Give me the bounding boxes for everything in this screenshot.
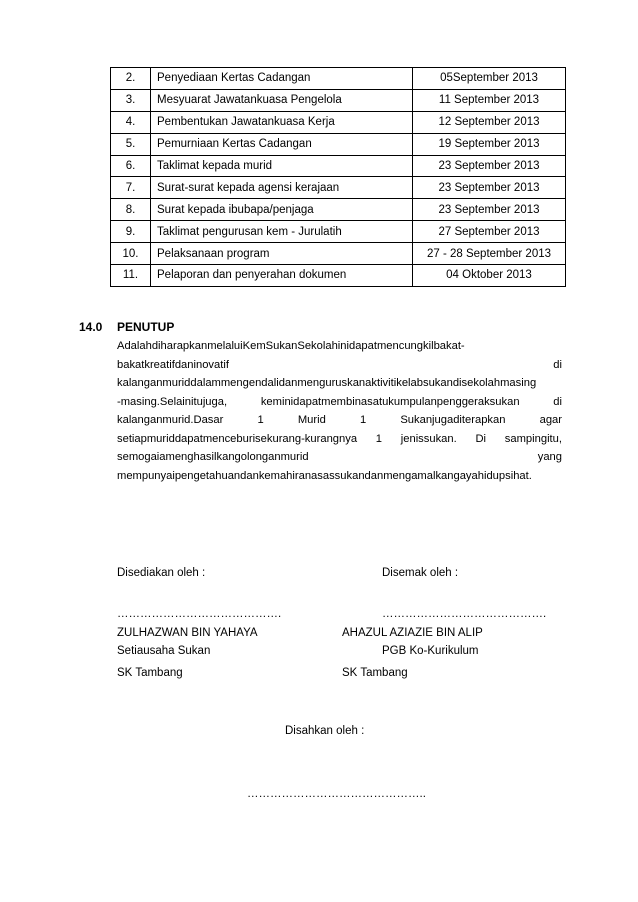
table-row (111, 177, 566, 199)
section-number: 14.0 (79, 320, 103, 334)
row-date: 23 September 2013 (413, 155, 566, 177)
table-row (111, 111, 566, 133)
row-activity: Pembentukan Jawatankuasa Kerja (151, 111, 413, 133)
table-row (111, 265, 566, 287)
row-date: 11 September 2013 (413, 89, 566, 111)
row-number: 2. (111, 68, 151, 90)
closing-paragraph (117, 337, 562, 485)
row-number: 6. (111, 155, 151, 177)
row-activity: Pelaporan dan penyerahan dokumen (151, 265, 413, 287)
row-activity: Penyediaan Kertas Cadangan (151, 68, 413, 90)
row-activity: Taklimat kepada murid (151, 155, 413, 177)
paragraph-line: kalanganmuriddalammengendalidanmenguruskanaktivitikelabsukandisekolahmasing (117, 377, 537, 389)
row-activity: Surat kepada ibubapa/penjaga (151, 199, 413, 221)
paragraph-line: bakatkreatifdaninovatif di (117, 358, 562, 371)
paragraph-line: -masing.Selainitujuga, keminidapatmembinasatukumpulanpenggeraksukan di (117, 395, 562, 408)
approval-signature-line: ……………………………………….. (247, 788, 426, 800)
right-signer-school: SK Tambang (342, 667, 408, 679)
row-activity: Pelaksanaan program (151, 243, 413, 265)
row-number: 5. (111, 133, 151, 155)
row-number: 8. (111, 199, 151, 221)
row-number: 10. (111, 243, 151, 265)
row-date: 04 Oktober 2013 (413, 265, 566, 287)
table-row (111, 243, 566, 265)
prepared-by-label: Disediakan oleh : (117, 567, 206, 579)
row-number: 3. (111, 89, 151, 111)
row-number: 7. (111, 177, 151, 199)
row-date: 27 September 2013 (413, 221, 566, 243)
paragraph-line: AdalahdiharapkanmelaluiKemSukanSekolahinidapatmencungkilbakat- (117, 340, 465, 352)
row-number: 9. (111, 221, 151, 243)
left-signer-position: Setiausaha Sukan (117, 645, 211, 657)
row-activity: Mesyuarat Jawatankuasa Pengelola (151, 89, 413, 111)
approved-by-label: Disahkan oleh : (285, 725, 365, 737)
row-date: 27 - 28 September 2013 (413, 243, 566, 265)
right-signer-position: PGB Ko-Kurikulum (382, 645, 479, 657)
row-date: 19 September 2013 (413, 133, 566, 155)
row-number: 4. (111, 111, 151, 133)
right-signer-name: AHAZUL AZIAZIE BIN ALIP (342, 627, 483, 639)
table-row (111, 199, 566, 221)
table-row (111, 155, 566, 177)
reviewed-by-label: Disemak oleh : (382, 567, 459, 579)
paragraph-line: semogaiamenghasilkangolonganmurid yang (117, 451, 562, 463)
row-activity: Taklimat pengurusan kem - Jurulatih (151, 221, 413, 243)
paragraph-line: setiapmuriddapatmenceburisekurang-kurangnya 1 jenissukan. Di sampingitu, (117, 432, 562, 445)
schedule-table (110, 67, 566, 287)
right-signature-line: ……………………………………. (382, 608, 547, 620)
row-date: 23 September 2013 (413, 177, 566, 199)
row-activity: Surat-surat kepada agensi kerajaan (151, 177, 413, 199)
paragraph-line: mempunyaipengetahuandankemahiranasassukandanmengamalkangayahidupsihat. (117, 469, 532, 482)
left-signature-line: ……………………………………. (117, 608, 282, 620)
row-number: 11. (111, 265, 151, 287)
paragraph-line: kalanganmurid.Dasar 1 Murid 1 Sukanjugaditerapkan agar (117, 414, 562, 426)
row-activity: Pemurniaan Kertas Cadangan (151, 133, 413, 155)
left-signer-school: SK Tambang (117, 667, 183, 679)
table-row (111, 221, 566, 243)
row-date: 12 September 2013 (413, 111, 566, 133)
row-date: 05September 2013 (413, 68, 566, 90)
row-date: 23 September 2013 (413, 199, 566, 221)
section-title: PENUTUP (117, 320, 175, 334)
left-signer-name: ZULHAZWAN BIN YAHAYA (117, 627, 258, 639)
table-row (111, 89, 566, 111)
table-row (111, 133, 566, 155)
table-row (111, 68, 566, 90)
